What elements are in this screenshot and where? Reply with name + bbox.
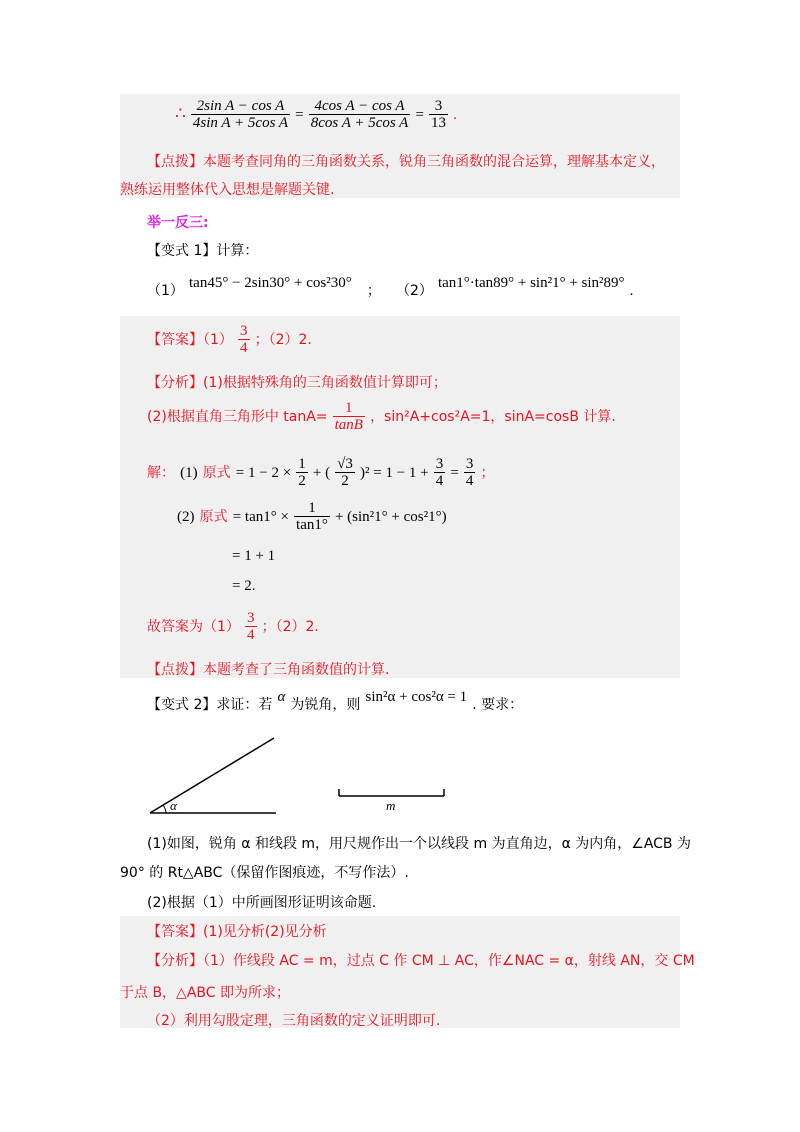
variant1-problem: （1） tan45° − 2sin30° + cos²30° ； （2） tan1°·tan89° + sin²1° + sin²89° . <box>147 275 634 299</box>
solution-line-4: = 2. <box>232 578 256 594</box>
question-1-line-2: 90° 的 Rt△ABC（保留作图痕迹，不写作法）. <box>120 865 409 881</box>
question-2: (2)根据（1）中所画图形证明该命题. <box>147 895 377 911</box>
sol1-frac-2: $\frac{√3}{2}$ <box>337 456 353 489</box>
sol1-frac-3: $\frac{3}{4}$ <box>435 456 444 489</box>
solution-line-2: (2) 原式 = tan1° × $\frac{1}{\tan 1^\circ}$ + (sin²1° + cos²1°) <box>177 500 447 533</box>
question-1-line-1: (1)如图，锐角 α 和线段 m，用尺规作出一个以线段 m 为直角边，α 为内角，∠ACB 为 <box>147 836 691 852</box>
variant2-answer: 【答案】(1)见分析(2)见分析 <box>147 924 327 940</box>
final-fraction: $\frac{3}{4}$ <box>247 610 255 643</box>
fraction-1: $\frac{\text{2sin A − cos A}}{\text{4sin A + 5cos A}}$ <box>192 98 289 131</box>
variant1-title: 【变式 1】计算： <box>147 243 259 259</box>
top-tip-line-2: 熟练运用整体代入思想是解题关键. <box>120 182 335 198</box>
analysis-line-2: (2)根据直角三角形中 tanA= $\frac{1}{\tan B}$ ，sin²A+cos²A=1，sinA=cosB 计算. <box>147 400 616 433</box>
angle-arc <box>163 805 166 813</box>
solution-line-1: 解： (1) 原式 = 1 − 2 × $\frac{1}{2}$ + ( $\frac{√3}{2}$ )² = 1 − 1 + $\frac{3}{4}$ = $\frac{3}{4}$ ； <box>147 456 495 489</box>
fraction-2: $\frac{\text{4cos A − cos A}}{\text{8cos A + 5cos A}}$ <box>310 98 409 131</box>
angle-ray-upper <box>150 738 274 813</box>
analysis-line-1: 【分析】(1)根据特殊角的三角函数值计算即可； <box>147 375 447 391</box>
answer-fraction: $\frac{3}{4}$ <box>240 323 248 356</box>
top-equation: ∴ $\frac{\text{2sin A − cos A}}{\text{4sin A + 5cos A}}$ = $\frac{\text{4cos A − cos A}}{\text{8cos A + 5cos A}}$ = $\frac{3}{13}$ . <box>175 98 457 131</box>
figure-alpha-label: α <box>170 798 177 813</box>
sol1-frac-4: $\frac{3}{4}$ <box>465 456 474 489</box>
sol1-frac-1: $\frac{1}{2}$ <box>298 456 306 489</box>
sol2-frac: $\frac{1}{\tan 1^\circ}$ <box>296 500 328 533</box>
analysis-fraction: $\frac{1}{\tan B}$ <box>334 400 363 433</box>
variant2-analysis-line-2: 于点 B，△ABC 即为所求； <box>120 985 290 1001</box>
fraction-3: $\frac{3}{13}$ <box>431 98 446 131</box>
therefore-symbol: ∴ <box>175 104 186 123</box>
variant2-title: 【变式 2】求证：若 α 为锐角，则 sin²α + cos²α = 1 . 要求： <box>147 689 524 713</box>
figure-m-label: m <box>386 798 396 813</box>
top-tip-line-1: 【点拨】本题考查同角的三角函数关系，锐角三角函数的混合运算，理解基本定义， <box>147 154 665 170</box>
variant1-tip: 【点拨】本题考查了三角函数值的计算. <box>147 662 390 678</box>
variant2-analysis-line-1: 【分析】（1）作线段 AC = m，过点 C 作 CM ⊥ AC，作∠NAC = α，射线 AN，交 CM <box>147 953 695 969</box>
variant2-analysis-line-3: （2）利用勾股定理，三角函数的定义证明即可. <box>147 1013 441 1029</box>
final-answer-line: 故答案为（1） $\frac{3}{4}$ ；（2）2. <box>147 610 319 643</box>
solution-line-3: = 1 + 1 <box>232 548 276 564</box>
section-title: 举一反三: <box>147 215 209 231</box>
answer-line: 【答案】（1） $\frac{3}{4}$ ；（2）2. <box>147 323 312 356</box>
construction-figure <box>0 730 800 820</box>
